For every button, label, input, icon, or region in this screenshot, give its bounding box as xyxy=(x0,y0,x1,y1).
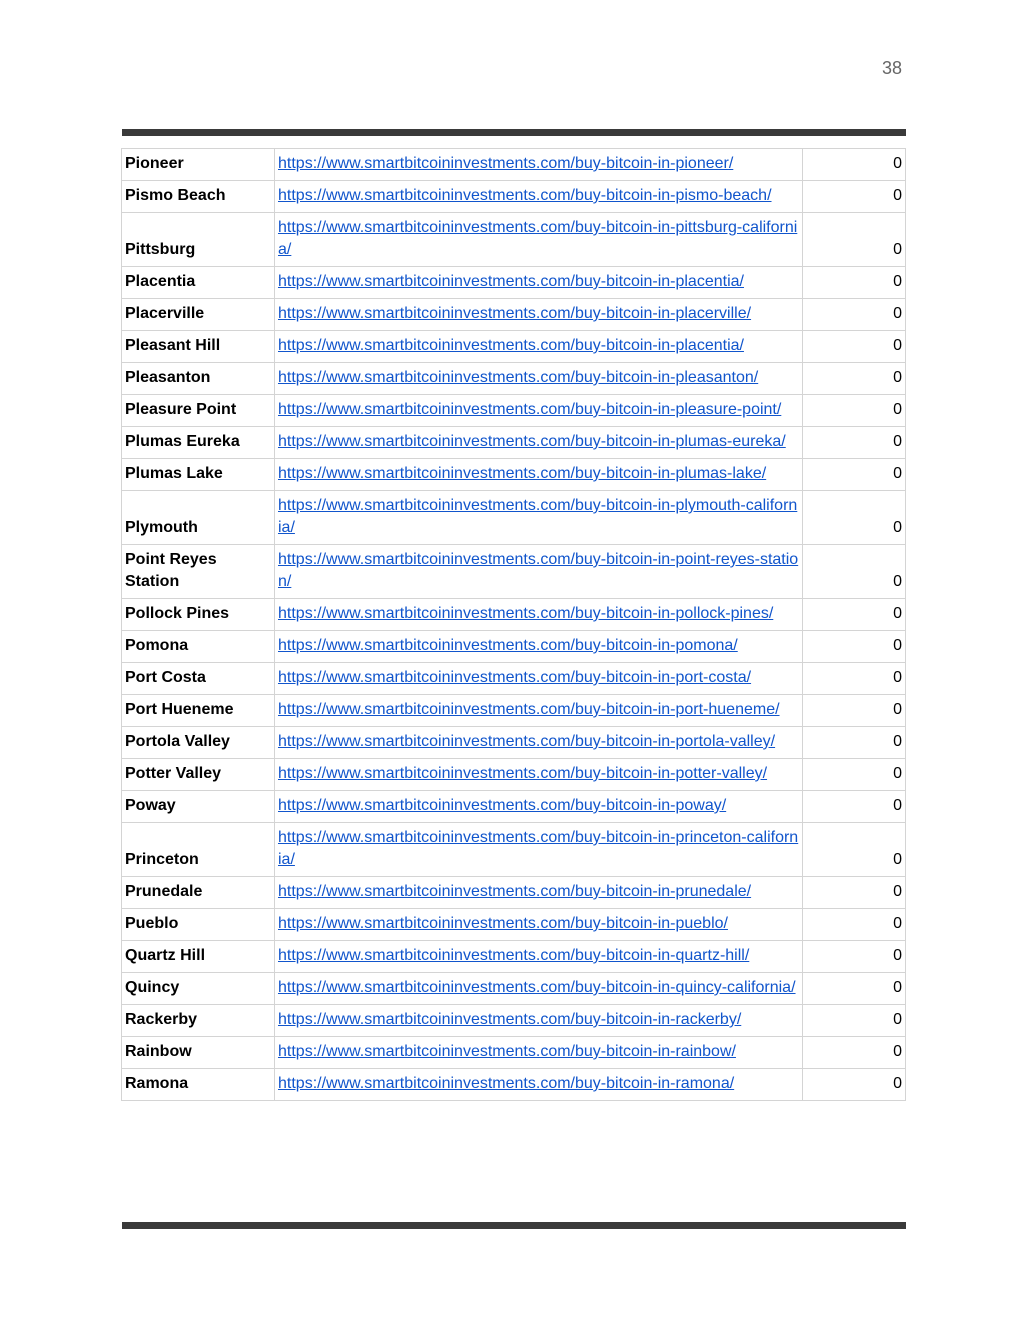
city-name-cell: Quincy xyxy=(122,973,275,1005)
city-link[interactable]: https://www.smartbitcoininvestments.com/buy-bitcoin-in-pismo-beach/ xyxy=(278,187,772,204)
city-link[interactable]: https://www.smartbitcoininvestments.com/buy-bitcoin-in-portola-valley/ xyxy=(278,733,776,750)
value-cell: 0 xyxy=(803,459,906,491)
url-cell xyxy=(275,363,803,395)
value-cell: 0 xyxy=(803,395,906,427)
table-row xyxy=(122,1005,906,1037)
value-cell: 0 xyxy=(803,213,906,267)
table-row xyxy=(122,759,906,791)
city-link[interactable]: https://www.smartbitcoininvestments.com/buy-bitcoin-in-quincy-california/ xyxy=(278,979,796,996)
url-cell xyxy=(275,791,803,823)
value-cell: 0 xyxy=(803,631,906,663)
table-row xyxy=(122,395,906,427)
value-cell: 0 xyxy=(803,973,906,1005)
city-url-table xyxy=(121,148,906,1101)
table-row xyxy=(122,663,906,695)
table-row xyxy=(122,909,906,941)
city-name-cell: Pueblo xyxy=(122,909,275,941)
table-row xyxy=(122,299,906,331)
city-link[interactable]: https://www.smartbitcoininvestments.com/buy-bitcoin-in-pioneer/ xyxy=(278,155,734,172)
city-name-cell: Pismo Beach xyxy=(122,181,275,213)
url-cell xyxy=(275,1037,803,1069)
city-link[interactable]: https://www.smartbitcoininvestments.com/buy-bitcoin-in-plymouth-california/ xyxy=(278,497,798,536)
top-divider xyxy=(122,129,906,136)
city-name-cell: Plumas Lake xyxy=(122,459,275,491)
url-cell xyxy=(275,299,803,331)
url-cell xyxy=(275,427,803,459)
url-cell xyxy=(275,631,803,663)
table-row xyxy=(122,213,906,267)
table-row xyxy=(122,545,906,599)
table-row xyxy=(122,941,906,973)
value-cell: 0 xyxy=(803,491,906,545)
city-link[interactable]: https://www.smartbitcoininvestments.com/buy-bitcoin-in-rainbow/ xyxy=(278,1043,736,1060)
url-cell xyxy=(275,213,803,267)
url-cell xyxy=(275,823,803,877)
url-cell xyxy=(275,491,803,545)
table-row xyxy=(122,459,906,491)
value-cell: 0 xyxy=(803,149,906,181)
table-row xyxy=(122,181,906,213)
url-cell xyxy=(275,695,803,727)
city-name-cell: Portola Valley xyxy=(122,727,275,759)
url-cell xyxy=(275,877,803,909)
value-cell: 0 xyxy=(803,823,906,877)
city-link[interactable]: https://www.smartbitcoininvestments.com/buy-bitcoin-in-pomona/ xyxy=(278,637,738,654)
url-cell xyxy=(275,331,803,363)
city-link[interactable]: https://www.smartbitcoininvestments.com/buy-bitcoin-in-placentia/ xyxy=(278,273,744,290)
table-row xyxy=(122,791,906,823)
value-cell: 0 xyxy=(803,1037,906,1069)
city-link[interactable]: https://www.smartbitcoininvestments.com/buy-bitcoin-in-pueblo/ xyxy=(278,915,728,932)
city-name-cell: Plymouth xyxy=(122,491,275,545)
city-name-cell: Pleasure Point xyxy=(122,395,275,427)
table-row xyxy=(122,727,906,759)
value-cell: 0 xyxy=(803,663,906,695)
value-cell: 0 xyxy=(803,181,906,213)
city-link[interactable]: https://www.smartbitcoininvestments.com/buy-bitcoin-in-plumas-eureka/ xyxy=(278,433,786,450)
city-name-cell: Point Reyes Station xyxy=(122,545,275,599)
city-name-cell: Pittsburg xyxy=(122,213,275,267)
city-link[interactable]: https://www.smartbitcoininvestments.com/buy-bitcoin-in-prunedale/ xyxy=(278,883,752,900)
table-row xyxy=(122,695,906,727)
city-link[interactable]: https://www.smartbitcoininvestments.com/buy-bitcoin-in-poway/ xyxy=(278,797,727,814)
url-cell xyxy=(275,909,803,941)
value-cell: 0 xyxy=(803,427,906,459)
city-name-cell: Pleasant Hill xyxy=(122,331,275,363)
value-cell: 0 xyxy=(803,267,906,299)
value-cell: 0 xyxy=(803,1005,906,1037)
city-link[interactable]: https://www.smartbitcoininvestments.com/buy-bitcoin-in-rackerby/ xyxy=(278,1011,742,1028)
table-row xyxy=(122,631,906,663)
city-link[interactable]: https://www.smartbitcoininvestments.com/buy-bitcoin-in-plumas-lake/ xyxy=(278,465,767,482)
city-link[interactable]: https://www.smartbitcoininvestments.com/buy-bitcoin-in-point-reyes-station/ xyxy=(278,551,799,590)
city-name-cell: Placentia xyxy=(122,267,275,299)
value-cell: 0 xyxy=(803,695,906,727)
value-cell: 0 xyxy=(803,545,906,599)
city-name-cell: Prunedale xyxy=(122,877,275,909)
table-row xyxy=(122,1037,906,1069)
city-name-cell: Pioneer xyxy=(122,149,275,181)
value-cell: 0 xyxy=(803,909,906,941)
city-name-cell: Quartz Hill xyxy=(122,941,275,973)
value-cell: 0 xyxy=(803,599,906,631)
city-link[interactable]: https://www.smartbitcoininvestments.com/buy-bitcoin-in-princeton-california/ xyxy=(278,829,799,868)
url-cell xyxy=(275,1005,803,1037)
url-cell xyxy=(275,267,803,299)
url-cell xyxy=(275,599,803,631)
table-row xyxy=(122,823,906,877)
page-number: 38 xyxy=(881,58,902,78)
url-cell xyxy=(275,973,803,1005)
url-cell xyxy=(275,459,803,491)
city-link[interactable]: https://www.smartbitcoininvestments.com/buy-bitcoin-in-potter-valley/ xyxy=(278,765,768,782)
bottom-divider xyxy=(122,1222,906,1229)
city-name-cell: Pomona xyxy=(122,631,275,663)
table-row xyxy=(122,973,906,1005)
city-link[interactable]: https://www.smartbitcoininvestments.com/buy-bitcoin-in-pleasanton/ xyxy=(278,369,759,386)
table-row xyxy=(122,491,906,545)
value-cell: 0 xyxy=(803,791,906,823)
url-cell xyxy=(275,759,803,791)
city-link[interactable]: https://www.smartbitcoininvestments.com/buy-bitcoin-in-port-hueneme/ xyxy=(278,701,780,718)
table-body xyxy=(122,149,906,1101)
city-name-cell: Pollock Pines xyxy=(122,599,275,631)
url-cell xyxy=(275,663,803,695)
table-row xyxy=(122,267,906,299)
city-name-cell: Plumas Eureka xyxy=(122,427,275,459)
city-name-cell: Ramona xyxy=(122,1069,275,1101)
city-name-cell: Port Costa xyxy=(122,663,275,695)
table-row xyxy=(122,427,906,459)
city-name-cell: Rainbow xyxy=(122,1037,275,1069)
city-link[interactable]: https://www.smartbitcoininvestments.com/buy-bitcoin-in-pollock-pines/ xyxy=(278,605,774,622)
table-row xyxy=(122,331,906,363)
city-name-cell: Princeton xyxy=(122,823,275,877)
url-cell xyxy=(275,1069,803,1101)
city-link[interactable]: https://www.smartbitcoininvestments.com/buy-bitcoin-in-placentia/ xyxy=(278,337,744,354)
city-link[interactable]: https://www.smartbitcoininvestments.com/buy-bitcoin-in-pleasure-point/ xyxy=(278,401,782,418)
url-cell xyxy=(275,727,803,759)
city-link[interactable]: https://www.smartbitcoininvestments.com/buy-bitcoin-in-port-costa/ xyxy=(278,669,752,686)
table-row xyxy=(122,363,906,395)
value-cell: 0 xyxy=(803,759,906,791)
city-name-cell: Rackerby xyxy=(122,1005,275,1037)
value-cell: 0 xyxy=(803,1069,906,1101)
city-name-cell: Placerville xyxy=(122,299,275,331)
table-row xyxy=(122,599,906,631)
city-link[interactable]: https://www.smartbitcoininvestments.com/buy-bitcoin-in-quartz-hill/ xyxy=(278,947,750,964)
url-cell xyxy=(275,941,803,973)
value-cell: 0 xyxy=(803,331,906,363)
city-link[interactable]: https://www.smartbitcoininvestments.com/buy-bitcoin-in-pittsburg-california/ xyxy=(278,219,798,258)
city-link[interactable]: https://www.smartbitcoininvestments.com/buy-bitcoin-in-placerville/ xyxy=(278,305,752,322)
city-name-cell: Poway xyxy=(122,791,275,823)
value-cell: 0 xyxy=(803,299,906,331)
url-cell xyxy=(275,149,803,181)
value-cell: 0 xyxy=(803,941,906,973)
value-cell: 0 xyxy=(803,363,906,395)
city-name-cell: Pleasanton xyxy=(122,363,275,395)
table-row xyxy=(122,149,906,181)
city-name-cell: Potter Valley xyxy=(122,759,275,791)
city-name-cell: Port Hueneme xyxy=(122,695,275,727)
table-row xyxy=(122,877,906,909)
value-cell: 0 xyxy=(803,727,906,759)
city-link[interactable]: https://www.smartbitcoininvestments.com/buy-bitcoin-in-ramona/ xyxy=(278,1075,735,1092)
url-cell xyxy=(275,395,803,427)
url-cell xyxy=(275,545,803,599)
value-cell: 0 xyxy=(803,877,906,909)
table-row xyxy=(122,1069,906,1101)
url-cell xyxy=(275,181,803,213)
